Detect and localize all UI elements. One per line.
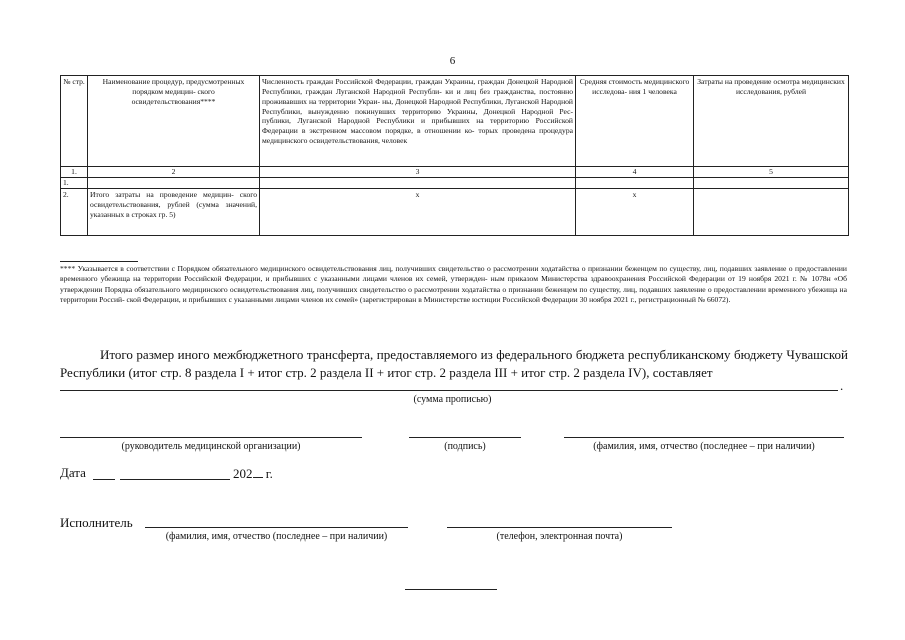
executor-name-caption: (фамилия, имя, отчество (последнее – при наличии) xyxy=(165,531,388,542)
head-name-line[interactable] xyxy=(564,437,844,438)
date-month-line[interactable] xyxy=(120,479,230,480)
end-divider xyxy=(405,589,497,590)
total-label: Итого затраты на проведение медицин- ского освидетельствования, рублей (сумма значений, указанных в строках гр. 5) xyxy=(88,189,260,236)
head-signature-line[interactable] xyxy=(60,437,362,438)
executor-phone-caption: (телефон, электронная почта) xyxy=(496,531,623,542)
col-number: 3 xyxy=(260,167,576,178)
footnote-divider xyxy=(60,261,138,262)
head-caption: (руководитель медицинской организации) xyxy=(121,441,301,452)
header-procedure: Наименование процедур, предусмотренных порядком медицин- ского освидетельствования**** xyxy=(88,76,260,167)
col-number: 4 xyxy=(576,167,694,178)
total-col4: x xyxy=(576,189,694,236)
sum-period: . xyxy=(840,378,844,393)
page-number: 6 xyxy=(449,55,456,67)
sum-caption: (сумма прописью) xyxy=(413,394,492,405)
date-label: Дата xyxy=(60,465,86,480)
header-costs: Затраты на проведение осмотра медицинских исследования, рублей xyxy=(694,76,849,167)
row-number: 1. xyxy=(61,178,88,189)
footnote: **** Указывается в соответствии с Порядком обязательного медицинского освидетельствования лиц, получивших свидетельство о рассмотрении ходатайства о признании беженцем по существу, лиц, подавших заявление о предоставлении временного убежища на территории Российской Федерации, и прибывших с указанными лицами членов их семей, утвержден- ным приказом Министерства здравоохранения Российской Федерации от 19 ноября 2021 г. № 1078н «Об утверждении Порядка обязательного медицинского освидетельствования лиц, получивших свидетельство о рассмотрении ходатайства о признании беженцем по существу, лиц, подавших заявление о предоставлении временного убежища на территории Россий- ской Федерации, и прибывших с указанными лицами членов их семей» (зарегистрирован в Министерстве юстиции Российской Федерации 30 ноября 2021 г., регистрационный № 66072). xyxy=(60,264,847,304)
summary-text: Итого размер иного межбюджетного трансферта, предоставляемого из федерального бюджета республиканскому бюджету Чувашской Республики (итог стр. 8 раздела I + итог стр. 2 раздела II + итог стр. 2 раздела III + итог стр. 2 раздела IV), составляет xyxy=(60,347,848,380)
table-cell[interactable] xyxy=(88,178,260,189)
table-row xyxy=(61,178,849,189)
total-col3: x xyxy=(260,189,576,236)
col-number: 5 xyxy=(694,167,849,178)
signature-line[interactable] xyxy=(409,437,521,438)
header-row-no: № стр. xyxy=(61,76,88,167)
total-row xyxy=(61,189,849,236)
sum-in-words-line[interactable] xyxy=(60,390,838,391)
head-name-caption: (фамилия, имя, отчество (последнее – при наличии) xyxy=(593,441,815,452)
sign-caption: (подпись) xyxy=(444,441,486,452)
col-number: 1. xyxy=(61,167,88,178)
executor-name-line[interactable] xyxy=(145,527,408,528)
table-header-row xyxy=(61,76,849,167)
table-cell[interactable] xyxy=(576,178,694,189)
row-number: 2. xyxy=(61,189,88,236)
header-count: Численность граждан Российской Федерации, граждан Украины, граждан Донецкой Народной Республики, граждан Луганской Народной Республи- ки и лиц без гражданства, постоянно проживавших на территории Украи- ны, Донецкой Народной Республики, Луганской Народной Республики, вынужденно покинувших территорию Украины, Донецкой Народной Рес- публики, Луганской Народной Республики и прибывших на территорию Российской Федерации в экстренном массовом порядке, в отношении ко- торых проведена процедура медицинского освидетельствования, человек xyxy=(260,76,576,167)
cost-table xyxy=(60,75,849,236)
total-col5[interactable] xyxy=(694,189,849,236)
date-year: 202 г. xyxy=(233,466,273,481)
col-number: 2 xyxy=(88,167,260,178)
date-day-line[interactable] xyxy=(93,479,115,480)
header-avg-cost: Средняя стоимость медицинского исследова- ния 1 человека xyxy=(576,76,694,167)
table-cell[interactable] xyxy=(260,178,576,189)
executor-phone-line[interactable] xyxy=(447,527,672,528)
executor-label: Исполнитель xyxy=(60,515,133,530)
column-numbers-row xyxy=(61,167,849,178)
table-cell[interactable] xyxy=(694,178,849,189)
